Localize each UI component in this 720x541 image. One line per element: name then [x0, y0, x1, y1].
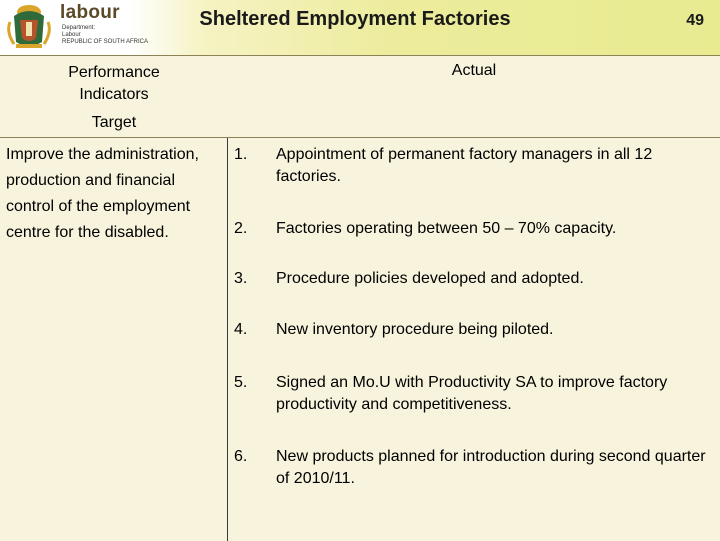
table-header-row — [0, 55, 720, 138]
coat-of-arms-icon — [4, 2, 54, 50]
column-header-actual: Actual — [451, 62, 497, 79]
column-divider — [227, 138, 228, 541]
slide-header — [0, 0, 720, 55]
logo-subtext: Department: Labour REPUBLIC OF SOUTH AFRICA — [62, 25, 149, 45]
target-cell — [0, 138, 227, 541]
item-number: 6. — [234, 448, 248, 465]
item-number: 1. — [234, 146, 248, 163]
item-text: Signed an Mo.U with Productivity SA to improve factory productivity and competitiveness. — [276, 374, 668, 413]
item-text: New products planned for introduction during second quarter of 2010/11. — [276, 448, 706, 487]
item-number: 3. — [234, 270, 248, 287]
item-text: Factories operating between 50 – 70% capacity. — [276, 220, 617, 237]
item-text: Appointment of permanent factory managers in all 12 factories. — [276, 146, 653, 185]
slide-title: Sheltered Employment Factories — [199, 8, 511, 30]
page-number: 49 — [686, 12, 704, 29]
target-text: Improve the administration, production and financial control of the employment centre for the disabled. — [6, 146, 199, 241]
item-number: 4. — [234, 321, 248, 338]
logo-wordmark: labour — [60, 2, 120, 23]
table-body — [0, 137, 720, 541]
column-header-target: Performance Indicators Target — [68, 64, 160, 131]
item-text: Procedure policies developed and adopted. — [276, 270, 584, 287]
item-number: 2. — [234, 220, 248, 237]
item-number: 5. — [234, 374, 248, 391]
department-logo — [0, 0, 150, 52]
item-text: New inventory procedure being piloted. — [276, 321, 554, 338]
